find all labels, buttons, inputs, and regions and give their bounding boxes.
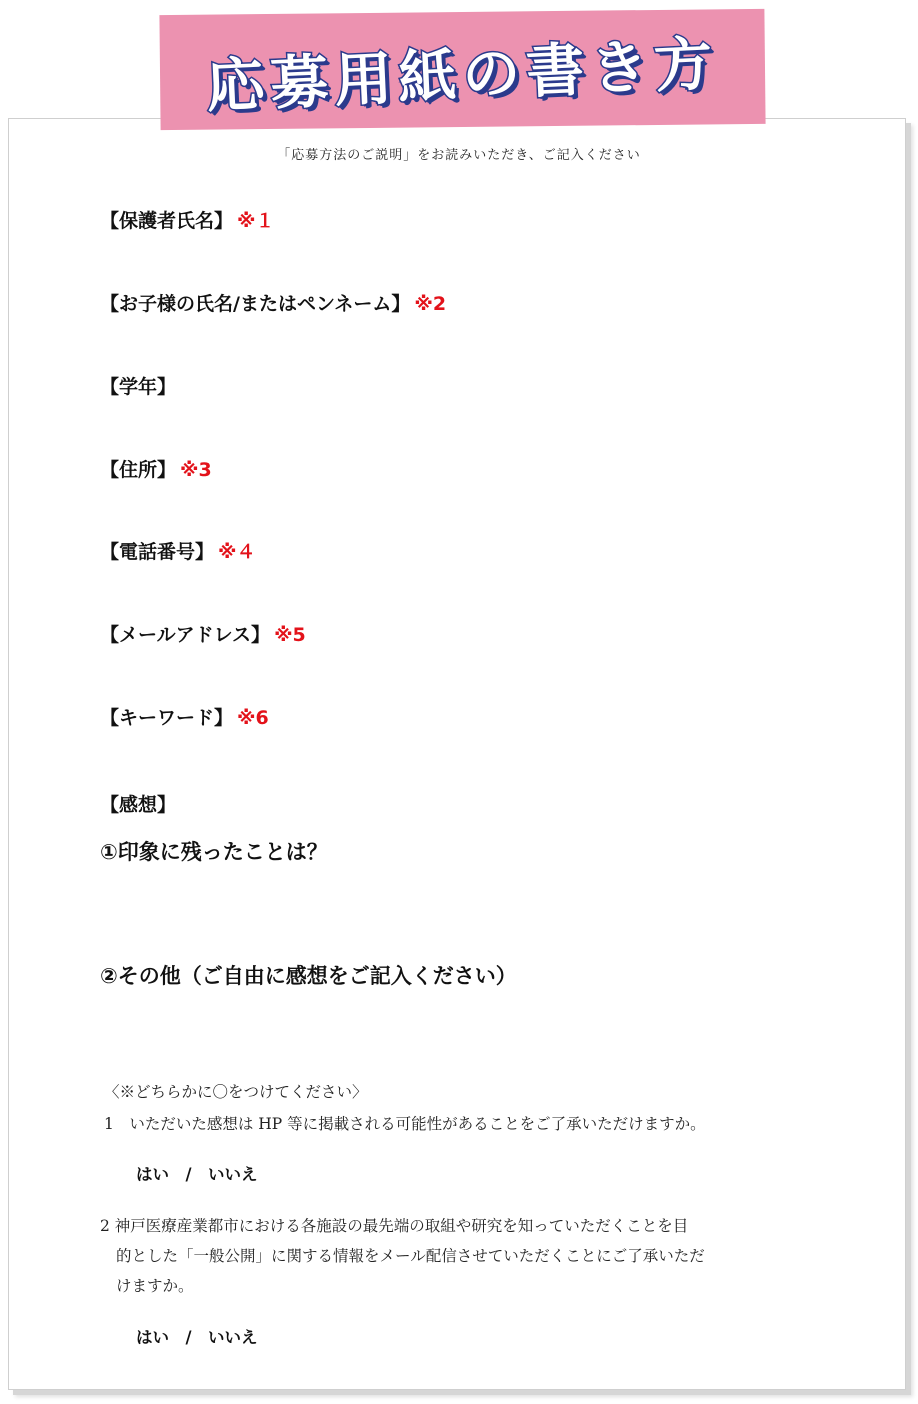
field-note: ※3 <box>180 459 212 481</box>
consent-item-2-line-2: 的とした「一般公開」に関する情報をメール配信させていただくことにご了承いただ <box>116 1247 705 1265</box>
field-label: 【メールアドレス】 <box>100 624 271 646</box>
instruction-text: 「応募方法のご説明」をお読みいただき、ご記入ください <box>277 148 641 163</box>
field-note: ※5 <box>274 624 306 646</box>
question-1: ①印象に残ったことは？ <box>100 840 328 864</box>
consent-answer-1: はい / いいえ <box>136 1165 258 1184</box>
field-note: ※6 <box>237 707 269 729</box>
field-address <box>100 455 212 482</box>
field-grade <box>100 372 180 399</box>
title-banner <box>159 9 765 130</box>
consent-item-2-line-3: けますか。 <box>116 1277 194 1295</box>
field-email <box>100 620 306 647</box>
field-note: ※４ <box>218 541 256 563</box>
field-note: ※2 <box>414 293 447 315</box>
field-keyword <box>100 703 269 730</box>
field-label: 【学年】 <box>100 376 177 398</box>
question-2: ②その他（ご自由に感想をご記入ください） <box>100 964 517 988</box>
field-guardian-name <box>100 206 275 233</box>
field-phone <box>100 537 256 564</box>
field-label: 【キーワード】 <box>100 707 234 729</box>
consent-answer-2: はい / いいえ <box>136 1328 258 1347</box>
field-label: 【電話番号】 <box>100 541 215 563</box>
field-label: 【お子様の氏名/またはペンネーム】 <box>100 293 411 315</box>
impressions-heading: 【感想】 <box>100 794 177 816</box>
field-label: 【保護者氏名】 <box>100 210 234 232</box>
consent-instruction: 〈※どちらかに〇をつけてください〉 <box>104 1083 368 1101</box>
consent-item-2-line-1: 2 神戸医療産業都市における各施設の最先端の取組や研究を知っていただくことを目 <box>100 1217 689 1235</box>
consent-item-1: 1 いただいた感想は HP 等に掲載される可能性があることをご了承いただけますか。 <box>104 1115 706 1133</box>
field-note: ※１ <box>237 210 275 232</box>
field-label: 【住所】 <box>100 459 177 481</box>
field-child-name <box>100 289 446 316</box>
page-title: 応募用紙の書き方 <box>205 28 721 121</box>
